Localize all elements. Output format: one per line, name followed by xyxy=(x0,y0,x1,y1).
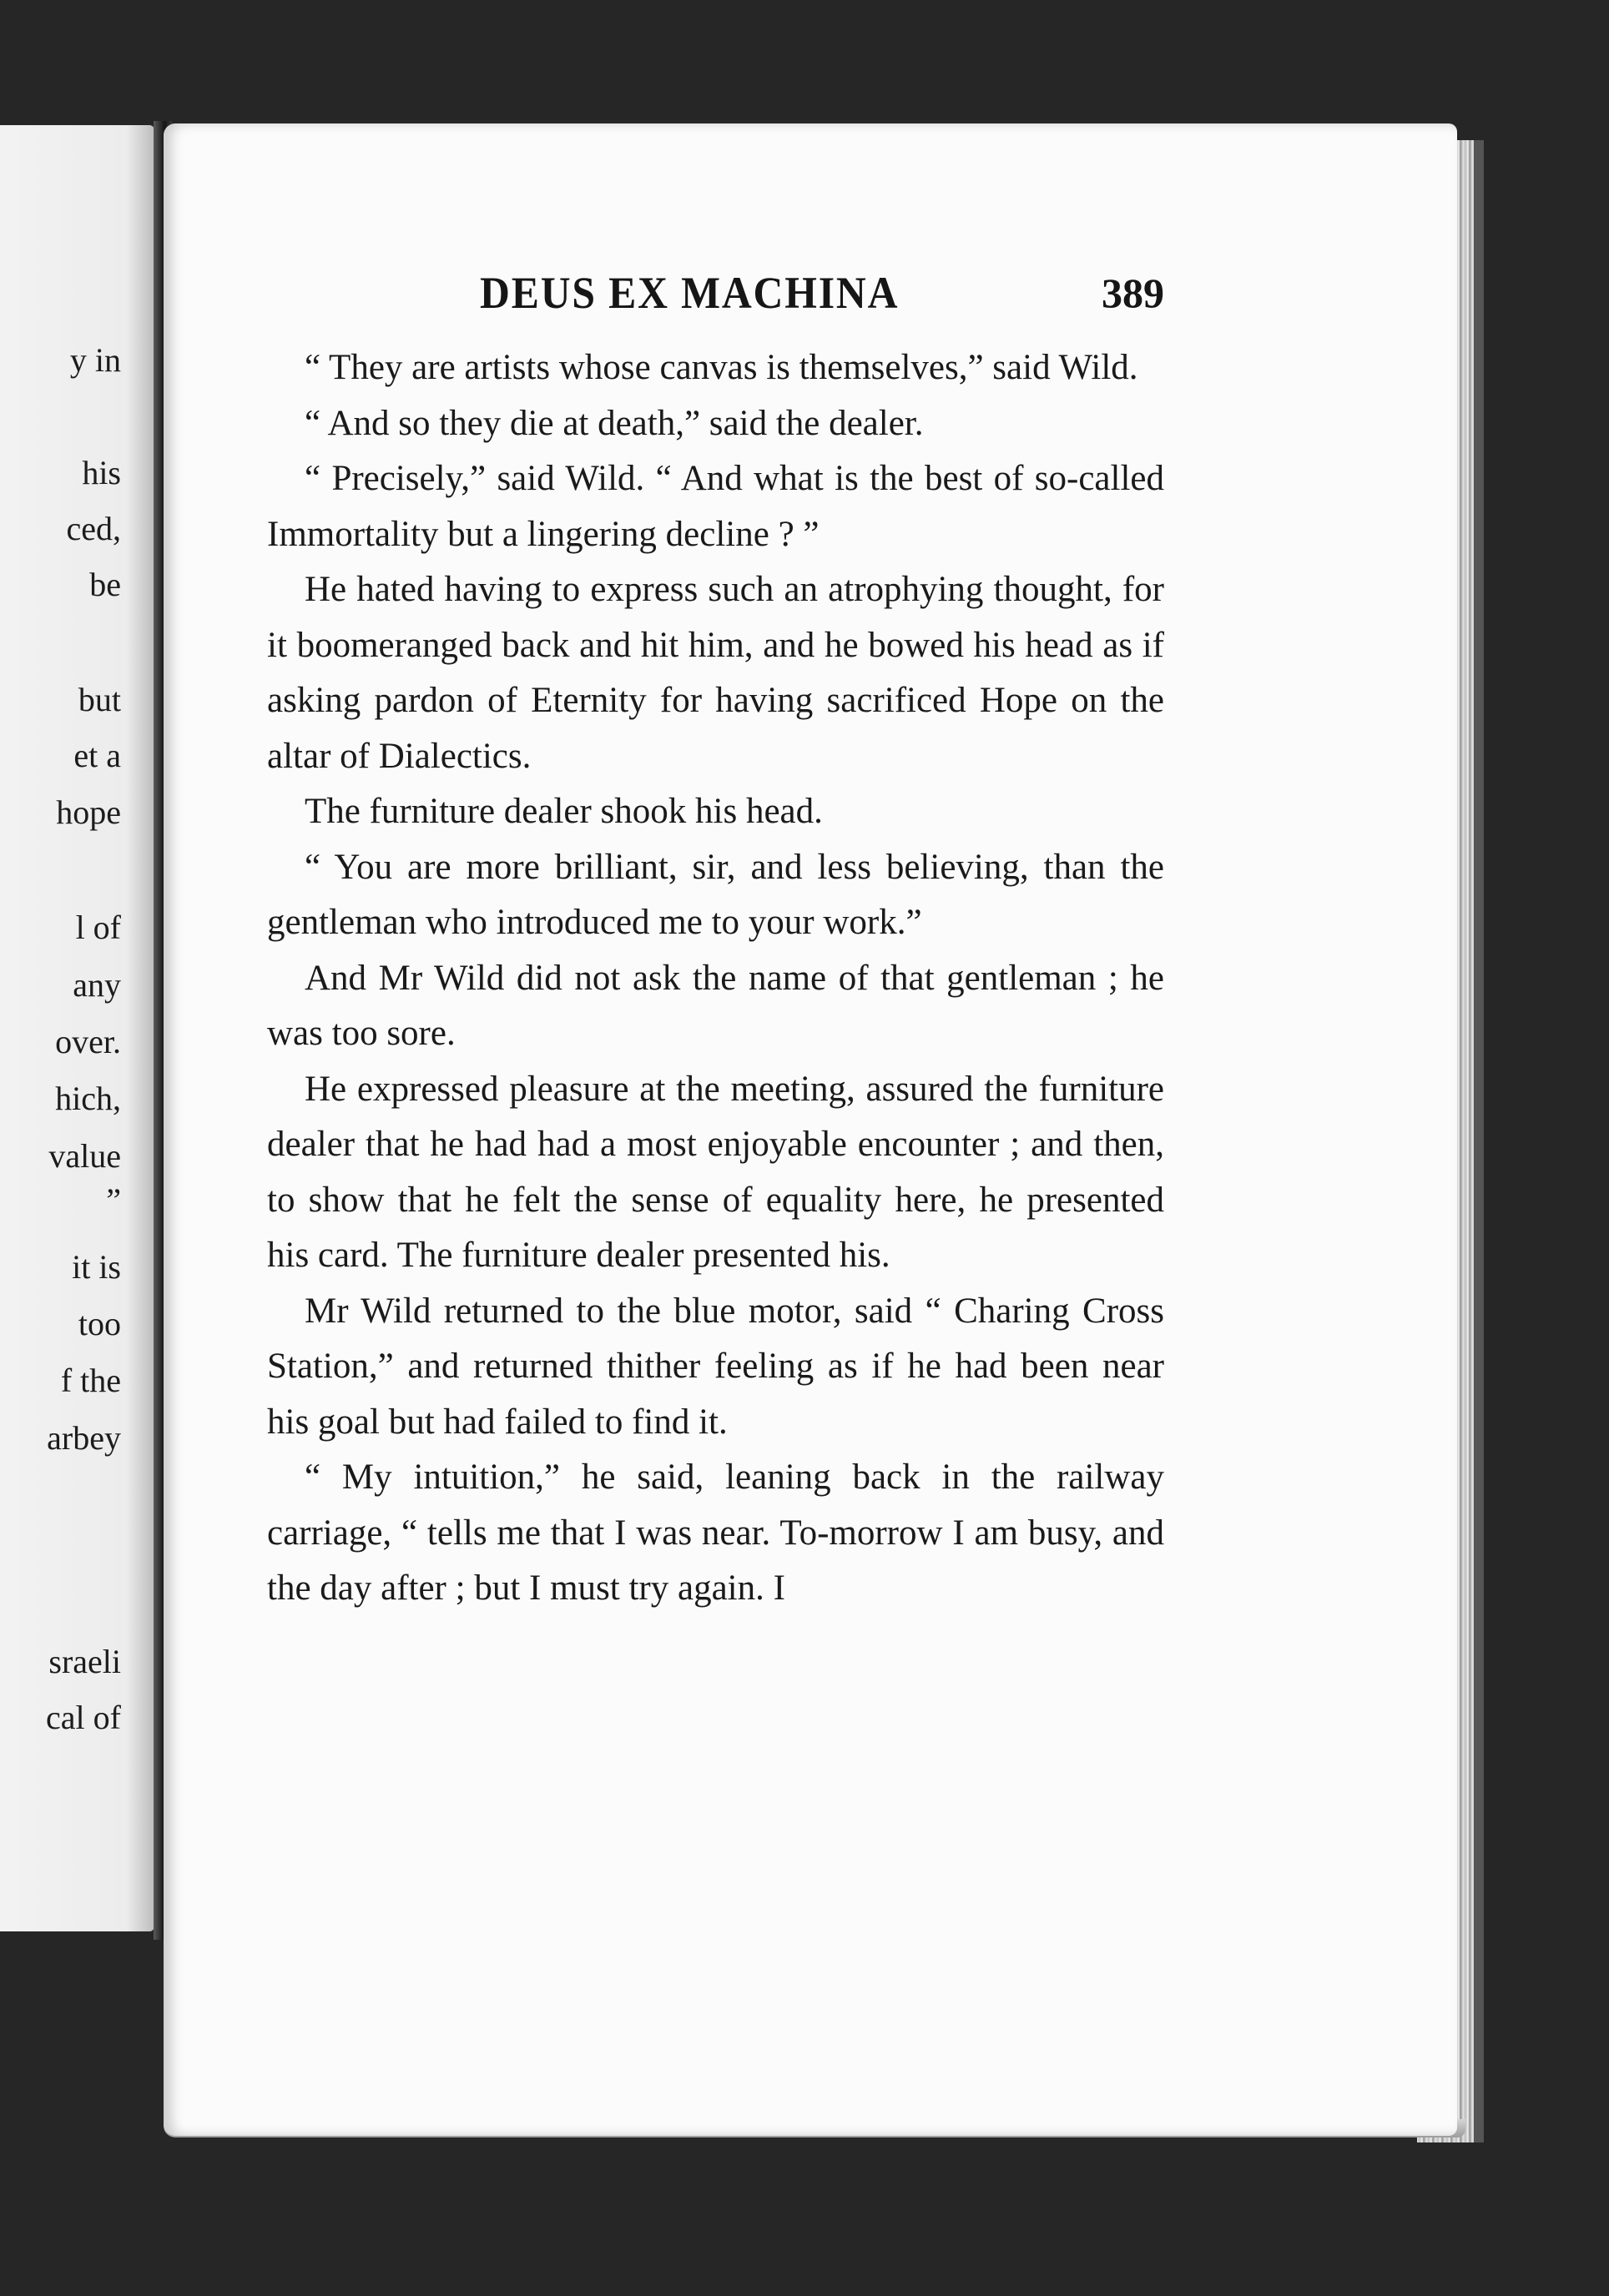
left-page-fragment: any xyxy=(73,966,121,1004)
paragraph: Mr Wild returned to the blue motor, said “ Charing Cross Station,” and returned thither feeling as if he had been near his goal but had failed to find it. xyxy=(267,1291,1164,1442)
left-page-fragment: sraeli xyxy=(48,1643,121,1680)
page-body xyxy=(267,340,1164,1617)
left-page-fragment: ” xyxy=(106,1181,121,1219)
left-page-fragment: value xyxy=(48,1137,121,1175)
running-header xyxy=(480,267,1164,325)
paragraph: “ They are artists whose canvas is themselves,” said Wild. xyxy=(305,348,1138,387)
paragraph: He expressed pleasure at the meeting, assured the furniture dealer that he had had a most enjoyable encounter ; and then, to show that he felt the sense of equality here, he presented his card. The furniture dealer presented his. xyxy=(267,1069,1164,1275)
left-page-fragment: over. xyxy=(55,1023,121,1060)
paragraph: “ And so they die at death,” said the dealer. xyxy=(305,403,924,443)
left-page-fragment: hope xyxy=(56,793,121,831)
paragraph: The furniture dealer shook his head. xyxy=(305,792,823,831)
left-page-fragment: ced, xyxy=(66,510,121,547)
left-page xyxy=(0,125,154,1931)
paragraph: “ You are more brilliant, sir, and less believing, than the gentleman who introduced me to your work.” xyxy=(267,847,1164,942)
paragraph: And Mr Wild did not ask the name of that gentleman ; he was too sore. xyxy=(267,958,1164,1053)
left-page-fragment: l of xyxy=(75,909,121,946)
left-page-fragment: but xyxy=(78,681,121,718)
left-page-fragment: his xyxy=(82,454,121,491)
left-page-fragment: arbey xyxy=(47,1419,121,1457)
page-number: 389 xyxy=(1102,269,1164,316)
left-page-fragment: cal of xyxy=(46,1699,121,1736)
left-page-fragment: f the xyxy=(60,1362,121,1399)
paragraph: “ Precisely,” said Wild. “ And what is the best of so-called Immortality but a lingering decline ? ” xyxy=(267,459,1164,554)
running-title: DEUS EX MACHINA xyxy=(480,268,900,318)
left-page-fragment: hich, xyxy=(55,1080,121,1117)
left-page-fragment: et a xyxy=(73,737,121,774)
left-page-fragment: y in xyxy=(69,341,121,379)
left-page-fragment: too xyxy=(78,1305,121,1342)
left-page-fragment: be xyxy=(89,566,121,603)
left-page-fragment: it is xyxy=(72,1248,121,1286)
paragraph: He hated having to express such an atrophying thought, for it boomeranged back and hit him, and he bowed his head as if asking pardon of Eternity for having sacrificed Hope on the altar of Dialectics. xyxy=(267,570,1164,776)
paragraph: “ My intuition,” he said, leaning back in the railway carriage, “ tells me that I was near. To-morrow I am busy, and the day after ; but I must try again. I xyxy=(267,1458,1164,1608)
